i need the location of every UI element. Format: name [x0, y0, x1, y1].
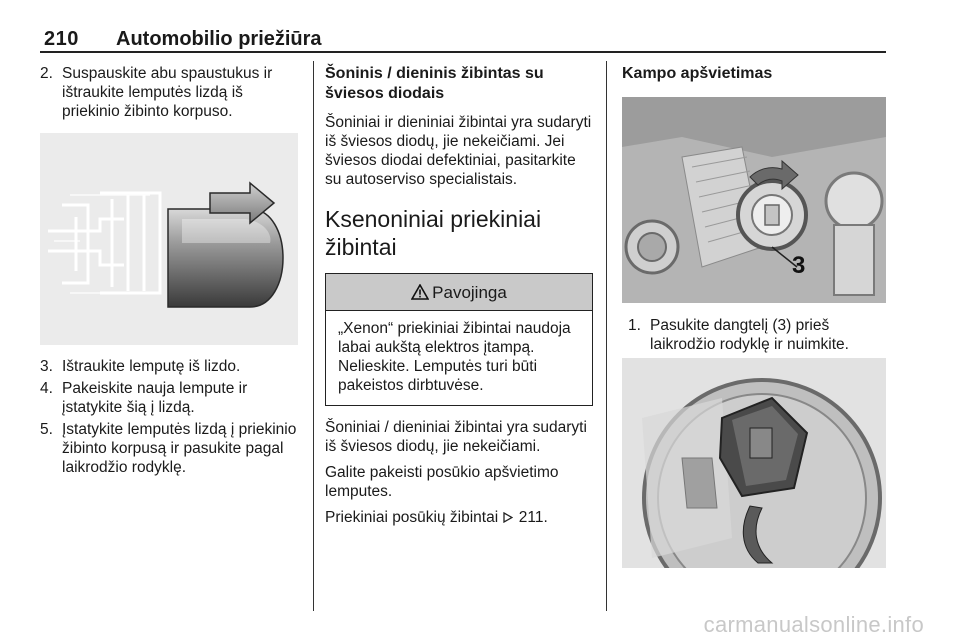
warning-label: Pavojinga	[432, 282, 507, 302]
paragraph-1: Šoniniai / dieniniai žibintai yra sudaryti iš šviesos diodų, jie nekeičiami.	[325, 419, 587, 455]
section-title-xenon: Ksenoniniai priekiniai žibintai	[325, 206, 542, 260]
step-number: 5.	[40, 421, 53, 438]
paragraph-3	[325, 508, 593, 527]
bulb-holder-figure	[40, 133, 298, 345]
section-title-cornering: Kampo apšvietimas	[622, 65, 773, 82]
warning-text: „Xenon“ priekiniai žibintai naudoja labai aukštą elektros įtampą. Nelieskite. Lemputės turi būti pakeistos dirbtuvėse.	[338, 320, 571, 394]
page-reference[interactable]: 211.	[518, 509, 548, 526]
figure-callout-3: 3	[792, 252, 806, 279]
header-rule	[40, 51, 886, 53]
page-number: 210	[44, 28, 79, 50]
warning-box	[325, 273, 593, 406]
step-3	[40, 357, 298, 376]
watermark: carmanualsonline.info	[703, 612, 924, 637]
section-body-led: Šoniniai ir dieniniai žibintai yra sudaryti iš šviesos diodų, jie nekeičiami. Jei šviesos diodai defektiniai, pasitarkite su autoserviso specialistais.	[325, 114, 592, 188]
step-number: 4.	[40, 380, 53, 397]
lamp-socket-illustration	[622, 358, 886, 568]
step-text: Ištraukite lemputę iš lizdo.	[62, 358, 241, 375]
cornering-lamp-figure	[622, 97, 886, 303]
step-number: 3.	[40, 358, 53, 375]
step-4	[40, 379, 298, 417]
bulb-holder-illustration	[40, 133, 298, 345]
column-divider-1	[313, 61, 314, 611]
step-text: Pasukite dangtelį (3) prieš laikrodžio rodyklę ir nuimkite.	[650, 317, 849, 353]
column-1	[40, 64, 298, 477]
step-text: Pakeiskite nauja lempute ir įstatykite šią į lizdą.	[62, 380, 248, 416]
step-number: 1.	[628, 317, 641, 334]
step-number: 2.	[40, 65, 53, 82]
chapter-title: Automobilio priežiūra	[116, 28, 322, 50]
step-1	[628, 316, 892, 354]
step-text: Suspauskite abu spaustukus ir ištraukite lemputės lizdą iš priekinio žibinto korpuso.	[62, 65, 273, 120]
lamp-socket-figure	[622, 358, 886, 568]
column-3	[622, 64, 892, 568]
page-reference-icon	[503, 512, 513, 523]
step-5	[40, 420, 298, 477]
warning-triangle-icon	[411, 284, 429, 300]
column-divider-2	[606, 61, 607, 611]
page-header	[0, 0, 960, 52]
paragraph-3-text: Priekiniai posūkių žibintai	[325, 509, 499, 526]
cornering-lamp-illustration	[622, 97, 886, 303]
section-title-led: Šoninis / dieninis žibintas su šviesos diodais	[325, 65, 544, 102]
paragraph-2: Galite pakeisti posūkio apšvietimo lemputes.	[325, 464, 559, 500]
step-text: Įstatykite lemputės lizdą į priekinio žibinto korpusą ir pasukite pagal laikrodžio rodyklę.	[62, 421, 297, 476]
column-2	[325, 64, 593, 527]
step-2	[40, 64, 298, 121]
warning-header	[326, 274, 592, 311]
